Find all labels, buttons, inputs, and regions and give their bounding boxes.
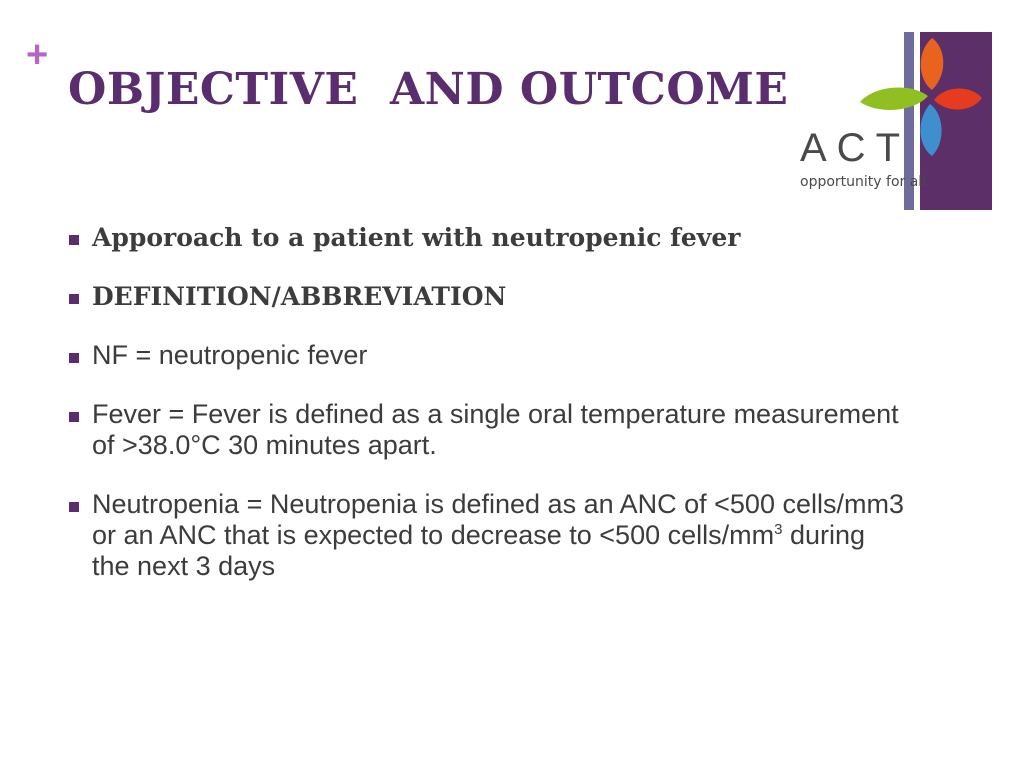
plus-icon: +: [26, 34, 49, 76]
logo-petal-blue: [920, 104, 941, 156]
bullet-definition-heading: [68, 281, 908, 312]
bullet-text: DEFINITION/ABBREVIATION: [92, 282, 507, 311]
bullet-text: [92, 489, 904, 581]
bullet-text: NF = neutropenic fever: [92, 340, 368, 370]
superscript: 3: [774, 521, 783, 538]
bullet-marker: [69, 294, 79, 304]
bullet-marker: [69, 353, 79, 363]
bullet-text-tail: during the next 3 days: [92, 520, 866, 581]
bullet-text: Apporoach to a patient with neutropenic fever: [92, 223, 741, 252]
bullet-text: Fever = Fever is defined as a single oral temperature measurement of >38.0°C 30 minutes apart.: [92, 399, 899, 460]
bullet-marker: [69, 412, 79, 422]
act-logo: [800, 28, 996, 214]
logo-tagline: opportunity for all: [800, 175, 927, 189]
logo-petal-red: [934, 88, 982, 109]
bullet-text-main: Neutropenia = Neutropenia is defined as an ANC of <500 cells/mm3 or an ANC that is expected to decrease to <500 cells/mm: [92, 489, 904, 550]
bullet-marker: [69, 235, 79, 245]
bullet-marker: [69, 502, 79, 512]
bullet-nf: [68, 340, 908, 371]
logo-wordmark: ACT: [800, 126, 910, 170]
slide-title: OBJECTIVE AND OUTCOME: [68, 64, 789, 115]
bullet-approach: [68, 222, 908, 253]
bullet-fever: [68, 399, 908, 461]
bullet-neutropenia: [68, 489, 908, 582]
logo-petal-orange: [921, 38, 944, 90]
bullet-list: [68, 222, 908, 610]
logo-petal-green: [860, 87, 928, 110]
